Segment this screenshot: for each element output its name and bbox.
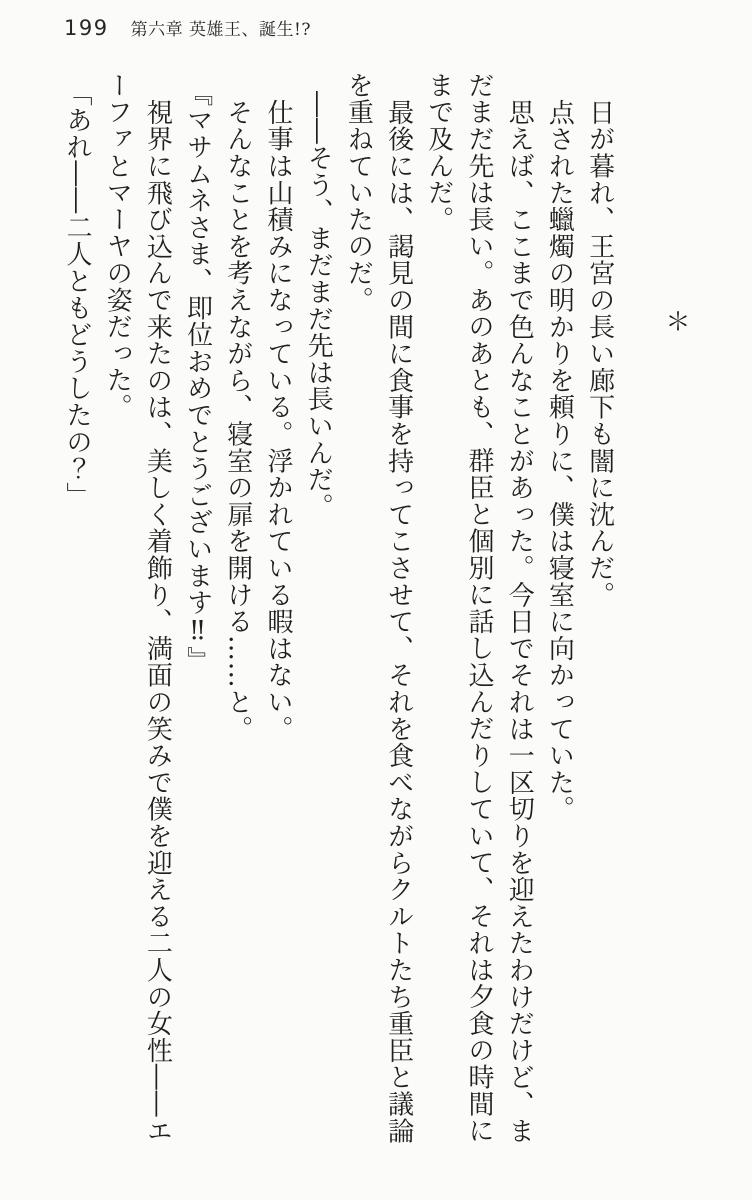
text-column: ――そう、まだまだ先は長いんだ。 [303,90,334,520]
text-column: まで及んだ。 [423,72,454,233]
text-column: を重ねていたのだ。 [343,72,374,314]
text-column: 最後には、謁見の間に食事を持ってこさせて、それを食べながらクルトたち重臣と議論 [383,98,414,1144]
page-number: 199 [64,16,109,40]
text-column: 『マサムネさま、即位おめでとうございます‼』 [182,80,213,674]
text-column: 点された蠟燭の明かりを頼りに、僕は寝室に向かっていた。 [544,98,575,823]
text-column: 「あれ――二人ともどうしたの？」 [62,80,92,509]
text-column: 思えば、ここまで色んなことがあった。今日でそれは一区切りを迎えたわけだけど、ま [504,98,535,1144]
text-column: ーファとマーヤの姿だった。 [102,72,133,421]
text-column: 仕事は山積みになっている。浮かれている暇はない。 [263,98,293,742]
text-column: そんなことを考えながら、寝室の扉を開ける……と。 [222,98,253,742]
text-column: 日が暮れ、王宮の長い廊下も闇に沈んだ。 [584,98,615,608]
scene-break-asterisk: ＊ [665,307,691,336]
text-column: だまだ先は長い。あのあとも、群臣と個別に話し込んだりしていて、それは夕食の時間に [464,72,494,1144]
chapter-title: 第六章 英雄王、誕生!? [130,20,311,40]
text-column: 視界に飛び込んで来たのは、美しく着飾り、満面の笑みで僕を迎える二人の女性――エ [142,98,173,1144]
